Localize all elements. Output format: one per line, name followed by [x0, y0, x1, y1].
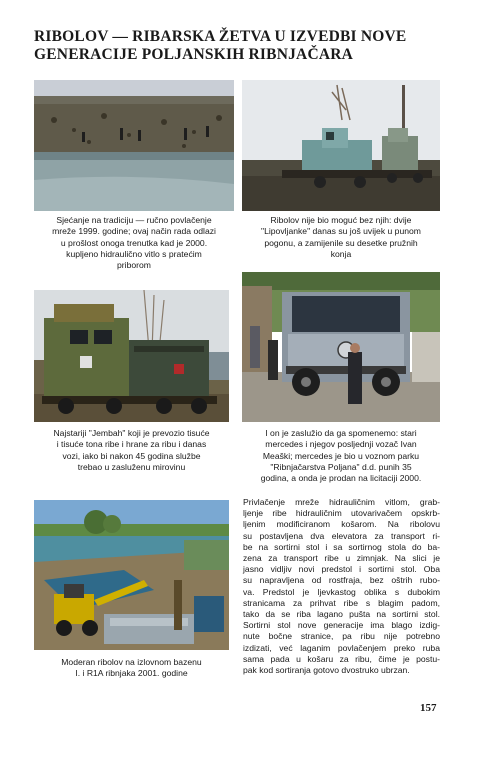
body-line: be na sortirni stol i sa sortirnog stola do ba-	[243, 541, 440, 552]
body-line: zena za transport ribe u zimnjak. Na slici je	[243, 553, 440, 564]
body-line: su napravljena od rostfraja, bez oštrih rubo-	[243, 575, 440, 586]
body-line: jasno vidljiv novi predstol i sortirni stol. Oba	[243, 564, 440, 575]
body-line: pak kod sortiranja gotovo dvostruko ubrzan.	[243, 665, 410, 676]
caption-photo-3: Najstariji "Jembah" koji je prevozio tisuće i tisuće tona ribe i hrane za ribu i danas vozi, iako bi nakon 45 godina službe trebao u zasluženu mirovinu	[53, 428, 210, 472]
caption-photo-1: Sjećanje na tradiciju — ručno povlačenje mreže 1999. godine; ovaj način rada odlazi u prošlost onoga trenutka kad je 2000. kupljeno hidraulično vitlo s pratećim priborom	[52, 215, 216, 271]
photo-net-pulling	[34, 80, 234, 211]
body-line: ljenje ribe hidrauličnim utovarivačem opskrb-	[243, 508, 440, 519]
caption-photo-2: Ribolov nije bio moguć bez njih: dvije "Lipovljanke" danas su još uvijek u punom pogonu, a zamijenile su desetke pružnih konja	[261, 215, 421, 259]
body-line: tako da se riba lagano pušta na sortirni stol.	[243, 609, 440, 620]
page-number: 157	[420, 702, 437, 714]
body-line: Sortirni stol nove generacije ima blago izdig-	[243, 620, 440, 631]
photo-modern-fishing	[34, 500, 229, 650]
body-line: stranicama za prihvat ribe s blagim padom,	[243, 597, 440, 608]
article-title	[34, 28, 454, 64]
body-text	[243, 497, 440, 676]
body-line: va. Predstol je ljevkastog oblika s dubokim	[243, 586, 440, 597]
photo-locomotives	[242, 80, 440, 211]
body-line: ljenim modificiranom košarom. Na ribolovu	[243, 519, 440, 530]
caption-photo-5: Moderan ribolov na izlovnom bazenu I. i R1A ribnjaka 2001. godine	[61, 657, 202, 679]
body-line: sama pada u košaru za ribu, čime je postu-	[243, 653, 440, 664]
body-line: izdizati, već laganim povlačenjem preko ruba	[243, 642, 440, 653]
caption-photo-4: I on je zaslužio da ga spomenemo: stari mercedes i njegov posljednji vozač Ivan Meaški; mercedes je bio u voznom parku "Ribnjačarstva Poljana" d.d. punih 35 godina, a onda je prodan na licitaciji 2000.	[260, 428, 422, 484]
photo-mercedes-truck	[242, 272, 440, 422]
body-line: su postavljena dva elevatora za transport ri-	[243, 530, 440, 541]
title-line-2: GENERACIJE POLJANSKIH RIBNJAČARA	[34, 46, 354, 63]
body-line: Privlačenje mreže hidrauličnim vitlom, grab-	[243, 497, 440, 507]
title-line-1: RIBOLOV — RIBARSKA ŽETVA U IZVEDBI NOVE	[34, 28, 407, 45]
photo-jembah-locomotive	[34, 290, 229, 422]
body-line: nute bočne stranice, pa ribu nije potrebno	[243, 631, 440, 642]
